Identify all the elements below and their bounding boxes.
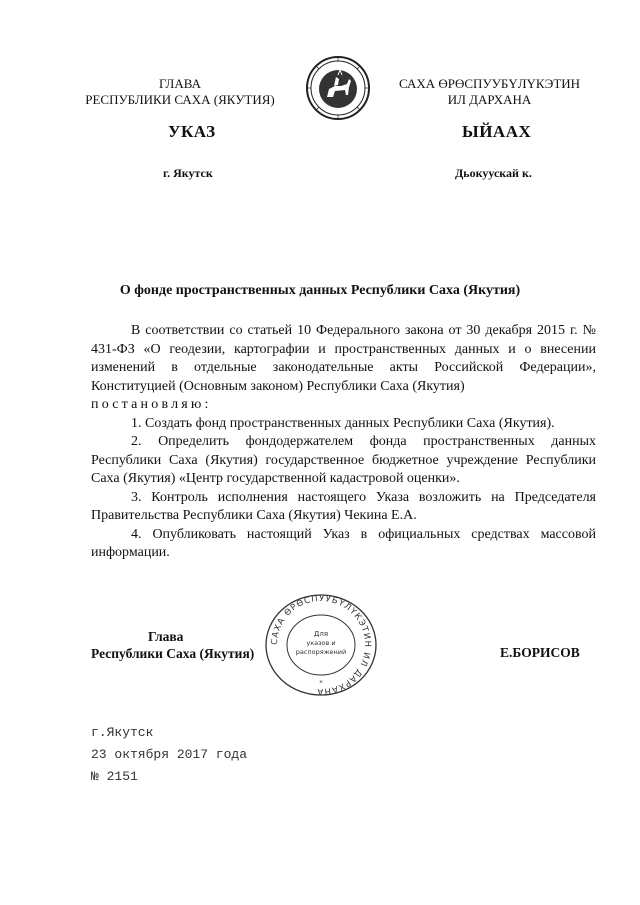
header-right-block (372, 76, 607, 108)
doc-type-ru: УКАЗ (168, 122, 216, 141)
seal-center-line3: распоряжений (295, 648, 347, 656)
doc-type-sakha: ЫЙААХ (462, 122, 532, 141)
decree-item-1: 1. Создать фонд пространственных данных Республики Саха (Якутия). (131, 415, 555, 431)
footer-number: № 2151 (91, 769, 138, 784)
emblem-icon (305, 55, 371, 121)
seal-center-line1: Для (313, 630, 329, 638)
decree-item-3: 3. Контроль исполнения настоящего Указа возложить на Председателя Правительства Республики Саха (Якутия) Чекина Е.А. (91, 489, 596, 523)
header-left-line2: РЕСПУБЛИКИ САХА (ЯКУТИЯ) (85, 92, 275, 107)
seal-center-line2: указов и (306, 639, 336, 647)
decree-item-4: 4. Опубликовать настоящий Указ в официальных средствах массовой информации. (91, 526, 596, 560)
header-right-line2: ИЛ ДАРХАНА (447, 92, 532, 107)
city-sakha: Дьокуускай к. (455, 166, 532, 180)
footer-date: 23 октября 2017 года (91, 747, 248, 762)
preamble-paragraph: В соответствии со статьей 10 Федерального закона от 30 декабря 2015 г. № 431-ФЗ «О геодезии, картографии и пространственных данных и о внесении изменений в отдельные законодательные акты Российской Федерации», Конституцией (Основным законом) Республики Саха (Якутия) (91, 323, 596, 394)
footer-city: г.Якутск (91, 725, 154, 740)
signature-title-line2: Республики Саха (Якутия) (91, 646, 255, 661)
decree-word: постановляю: (91, 397, 212, 412)
header-left-line1: ГЛАВА (159, 76, 201, 91)
document-title: О фонде пространственных данных Республики Саха (Якутия) (119, 283, 521, 298)
header-right-line1: САХА ӨРӨСПУУБҮЛҮКЭТИН (398, 76, 581, 91)
header-left-block (60, 76, 300, 108)
document-body (91, 322, 596, 563)
city-ru: г. Якутск (163, 166, 213, 180)
seal-ring-text: САХА ӨРӨСПУУБҮЛҮКЭТИН ИЛ ДАРХАНА (269, 593, 373, 697)
decree-item-2: 2. Определить фондодержателем фонда пространственных данных Республики Саха (Якутия) государственное бюджетное учреждение Республики Саха (Якутия) «Центр государственной кадастровой оценки». (91, 434, 596, 486)
svg-text:*: * (319, 679, 323, 687)
document-footer (91, 722, 247, 788)
signatory-name: Е.БОРИСОВ (500, 645, 580, 660)
signature-title-line1: Глава (148, 629, 184, 644)
signature-title (91, 628, 291, 662)
